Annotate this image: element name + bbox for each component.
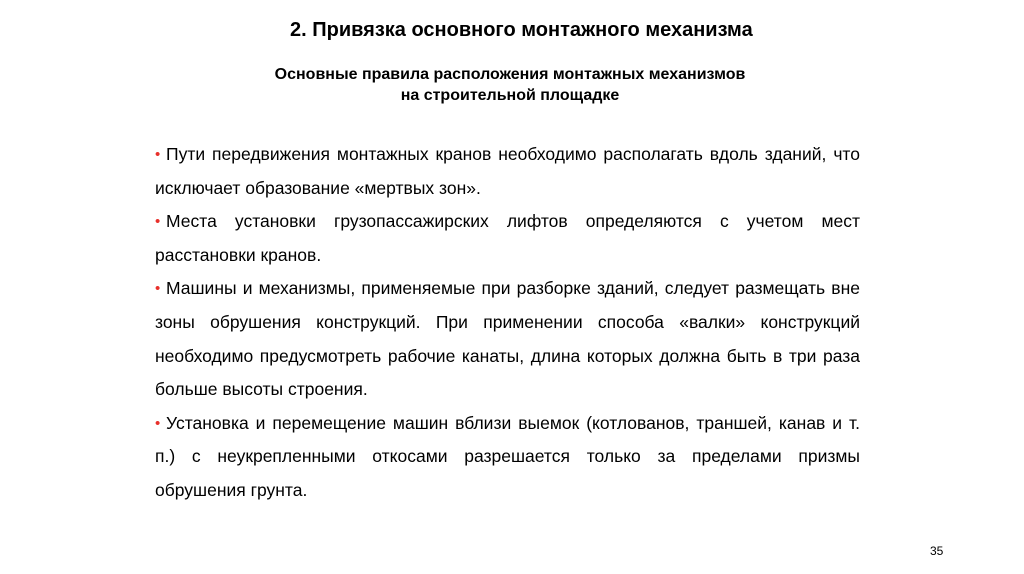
slide-title: 2. Привязка основного монтажного механизма xyxy=(290,19,753,41)
bullet-marker-icon: • xyxy=(155,414,161,432)
page-number: 35 xyxy=(930,544,944,558)
bullet-item xyxy=(155,272,860,406)
subtitle-line-1: Основные правила расположения монтажных механизмов xyxy=(274,66,746,83)
bullet-text: Машины и механизмы, применяемые при разборке зданий, следует размещать вне зоны обрушения конструкций. При применении способа «валки» конструкций необходимо предусмотреть рабочие канаты, длина которых должна быть в три раза больше высоты строения. xyxy=(155,278,860,400)
bullet-text: Установка и перемещение машин вблизи выемок (котлованов, траншей, канав и т. п.) с неукрепленными откосами разрешается только за пределами призмы обрушения грунта. xyxy=(155,412,860,500)
subtitle-line-2: на строительной площадке xyxy=(400,87,620,104)
bullet-list xyxy=(155,138,860,508)
bullet-item xyxy=(155,407,860,508)
bullet-marker-icon: • xyxy=(155,146,161,163)
slide-subtitle xyxy=(160,64,860,106)
bullet-item xyxy=(155,138,860,205)
bullet-marker-icon: • xyxy=(155,213,161,231)
bullet-text: Пути передвижения монтажных кранов необходимо располагать вдоль зданий, что исключает образование «мертвых зон». xyxy=(155,144,860,198)
bullet-text: Места установки грузопассажирских лифтов определяются с учетом мест расстановки кранов. xyxy=(155,211,860,265)
bullet-marker-icon: • xyxy=(155,280,161,298)
bullet-item xyxy=(155,205,860,272)
